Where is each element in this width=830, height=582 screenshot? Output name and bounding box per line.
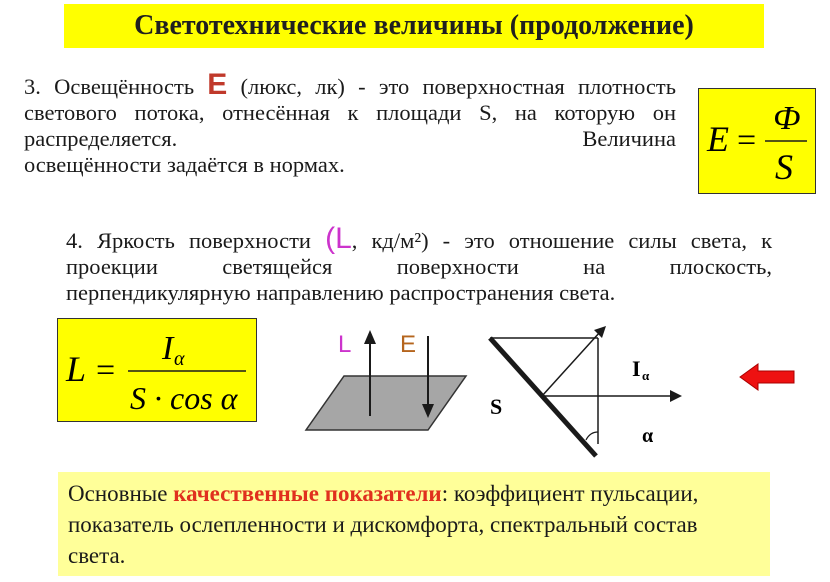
formula2-denominator: S · cos α (130, 380, 238, 416)
formula2-numerator: I (162, 330, 174, 367)
formula1-numerator: Ф (773, 100, 801, 137)
luminance-illuminance-diagram (300, 318, 490, 448)
slide-title: Светотехнические величины (продолжение) (64, 4, 764, 48)
formula2-eq: = (96, 352, 116, 389)
surface-line (490, 338, 596, 456)
diagram-label-l: L (338, 331, 352, 358)
formula2-numerator-sub: α (174, 348, 185, 370)
section3-last-line: освещённости задаётся в нормах. (24, 152, 345, 177)
diagram-label-alpha: α (642, 425, 654, 447)
section4-line-1: - это отношение силы (428, 228, 677, 253)
illuminance-paragraph (24, 68, 677, 178)
section3-line-3: на которую он распределяется. Величина (24, 100, 677, 151)
illuminance-formula (698, 88, 816, 194)
section4-last-line: перпендикулярную направлению распространения света. (66, 280, 616, 305)
luminance-symbol: L (335, 222, 352, 255)
illuminance-symbol: Е (207, 68, 228, 101)
section3-prefix: 3. Освещённость (24, 74, 208, 99)
surface-plane (306, 376, 466, 430)
formula1-denominator: S (775, 147, 793, 187)
formula2-lhs: L (66, 349, 87, 389)
diagram-label-s: S (490, 394, 503, 419)
bottom-prefix: Основные (68, 481, 174, 506)
formula1-lhs: E (707, 119, 729, 159)
left-arrow-icon (738, 362, 796, 392)
section4-line-2: света, к проекции светящейся поверхности на плоскость, (66, 228, 772, 279)
bottom-rest: : коэффициент пульсации, показатель ослепленности и дискомфорта, спектральный состав света. (68, 481, 699, 568)
luminance-unit: , кд/м²) (351, 228, 429, 253)
diagram-label-e: E (400, 331, 417, 358)
luminance-formula (57, 318, 257, 422)
diagonal-ray (542, 332, 600, 396)
quality-indicators-box (58, 472, 770, 576)
section4-prefix: 4. Яркость поверхности (66, 228, 326, 253)
angle-arc (586, 432, 598, 440)
luminance-paragraph (66, 222, 772, 306)
diagram-label-i: I (632, 356, 641, 381)
diagram-label-i-sub: α (642, 368, 650, 383)
intensity-arrowhead (670, 390, 682, 402)
section3-line-1: (люкс, лк) - это поверхностная (227, 74, 565, 99)
formula1-eq: = (737, 122, 757, 159)
luminance-paren: ( (325, 222, 336, 255)
bottom-accent: качественные показатели (173, 481, 442, 506)
luminance-arrowhead (364, 330, 376, 344)
quality-indicators-text (68, 478, 758, 571)
projection-diagram (486, 318, 686, 458)
section3-line-2: плотность светового потока, отнесённая к площади S, (24, 74, 677, 125)
